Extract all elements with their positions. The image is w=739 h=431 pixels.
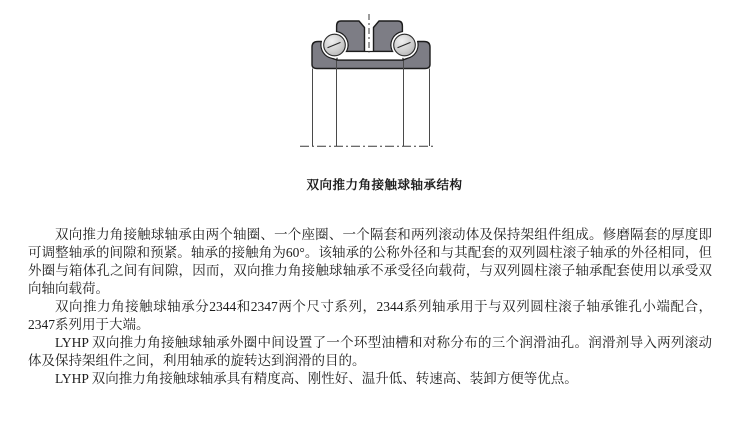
paragraph-composition: 双向推力角接触球轴承由两个轴圈、一个座圈、一个隔套和两列滚动体及保持架组件组成。修磨隔套的厚度即可调整轴承的间隙和预紧。轴承的接触角为60°。该轴承的公称外径和与其配套的双列圆柱滚子轴承的外径相同，但外圈与箱体孔之间有间隙，因而，双向推力角接触球轴承不承受径向载荷，与双列圆柱滚子轴承配套使用以承受双向轴向载荷。 [28,227,712,296]
bearing-structure-diagram [0,0,739,168]
spacer-ring [337,52,403,61]
paragraph-advantages: LYHP 双向推力角接触球轴承具有精度高、刚性好、温升低、转速高、装卸方便等优点。 [55,371,578,386]
paragraph-series: 双向推力角接触球轴承分2344和2347两个尺寸系列，2344系列轴承用于与双列圆柱滚子轴承锥孔小端配合，2347系列用于大端。 [28,299,712,332]
centerlines [300,14,436,146]
article-body [28,226,712,388]
figure-caption: 双向推力角接触球轴承结构 [306,178,463,192]
bore-extension-lines [313,61,430,147]
paragraph-lubrication: LYHP 双向推力角接触球轴承外圈中间设置了一个环型油槽和对称分布的三个润滑油孔。润滑剂导入两列滚动体及保持架组件之间，利用轴承的旋转达到润滑的目的。 [28,335,712,368]
